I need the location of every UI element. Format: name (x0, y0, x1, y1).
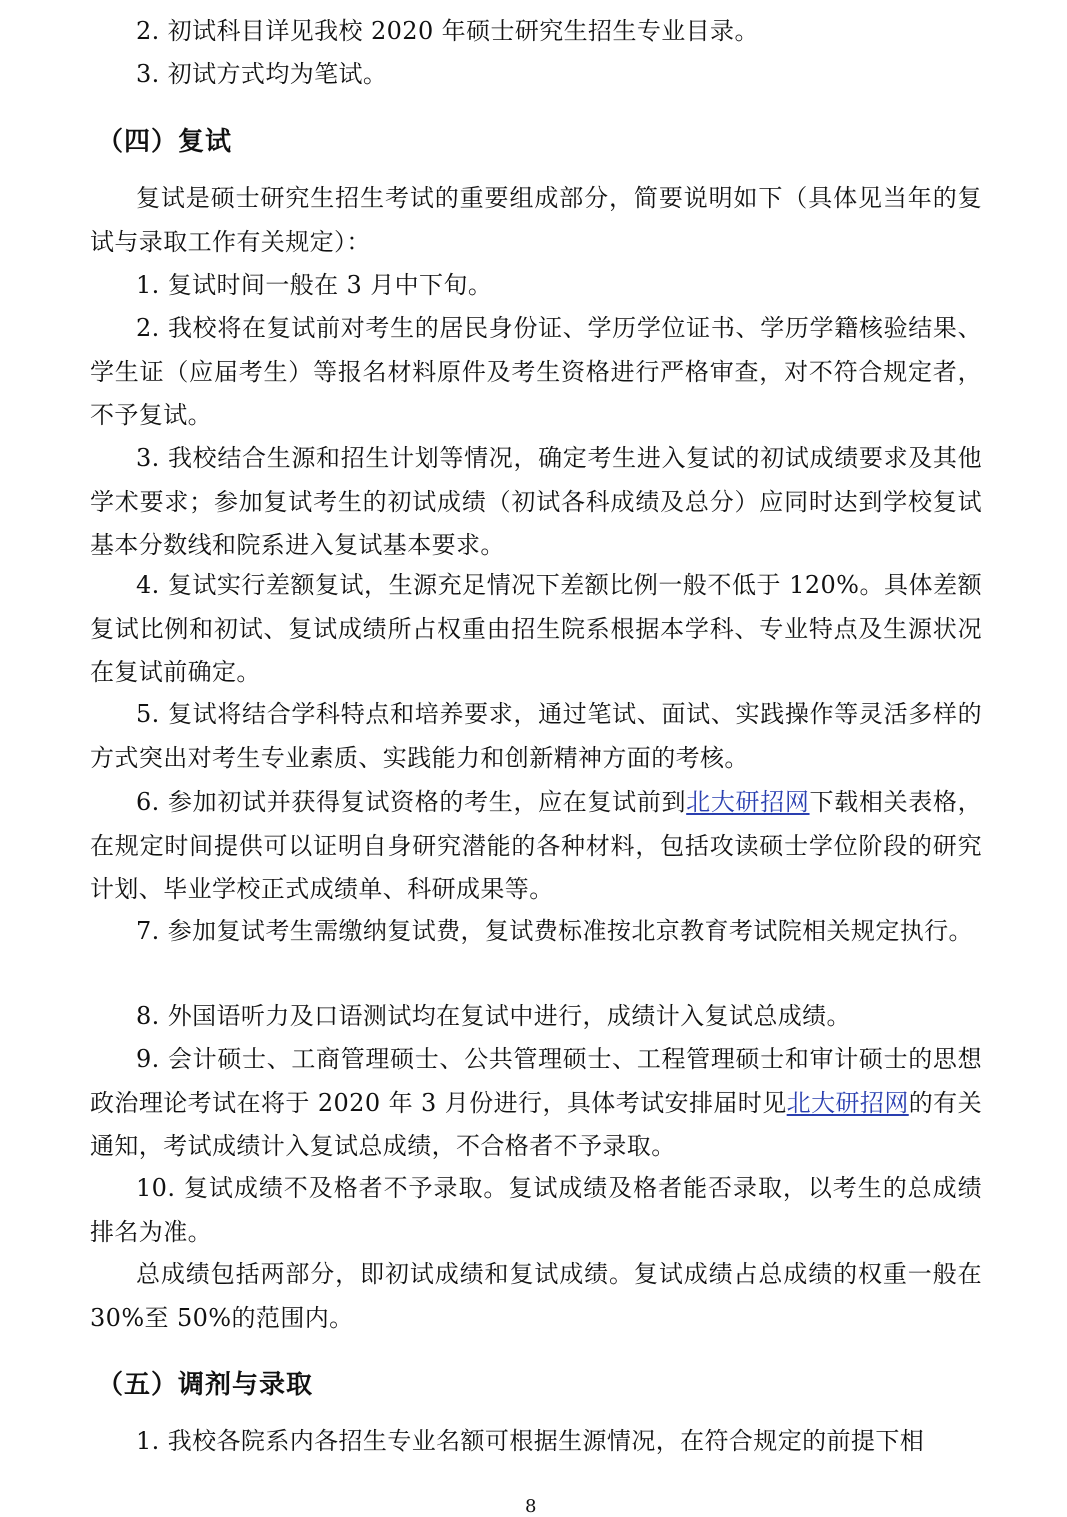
admission-item-1: 1. 我校各院系内各招生专业名额可根据生源情况，在符合规定的前提下相 (136, 1427, 925, 1455)
retest-item-7: 7. 参加复试考生需缴纳复试费，复试费标准按北京教育考试院相关规定执行。 (136, 917, 973, 945)
intro-item-3: 3. 初试方式均为笔试。 (136, 60, 388, 88)
retest-item-3: 3. 我校结合生源和招生计划等情况，确定考生进入复试的初试成绩要求及其他学术要求；参加复试考生的初试成绩（初试各科成绩及总分）应同时达到学校复试基本分数线和院系进入复试基本要求。 (90, 444, 982, 559)
retest-item-4: 4. 复试实行差额复试，生源充足情况下差额比例一般不低于 120%。具体差额复试比例和初试、复试成绩所占权重由招生院系根据本学科、专业特点及生源状况在复试前确定。 (90, 571, 982, 686)
retest-item-10: 10. 复试成绩不及格者不予录取。复试成绩及格者能否录取，以考生的总成绩排名为准。 (90, 1174, 982, 1246)
pku-admission-link-2[interactable]: 北大研招网 (786, 1088, 909, 1117)
retest-summary: 总成绩包括两部分，即初试成绩和复试成绩。复试成绩占总成绩的权重一般在 30%至 50%的范围内。 (90, 1260, 982, 1332)
intro-item-2: 2. 初试科目详见我校 2020 年硕士研究生招生专业目录。 (136, 17, 759, 45)
retest-item-8: 8. 外国语听力及口语测试均在复试中进行，成绩计入复试总成绩。 (136, 1002, 851, 1030)
retest-item-1: 1. 复试时间一般在 3 月中下旬。 (136, 271, 493, 299)
pku-admission-link[interactable]: 北大研招网 (686, 788, 810, 816)
section-heading-retest: （四）复试 (97, 127, 233, 157)
retest-item-9-text-start: 9. 会计硕士、工商管理硕士、公共管理硕士、工程管理硕士和审计硕士的思想政治理论考试在将于 2020 年 3 月份进行，具体考试安排届时见 (90, 1045, 982, 1117)
retest-item-9 (90, 1038, 982, 1169)
retest-item-6-text-end: 下载相关表格，在规定时间提供可以证明自身研究潜能的各种材料，包括攻读硕士学位阶段的研究计划、毕业学校正式成绩单、科研成果等。 (90, 788, 982, 903)
retest-item-5: 5. 复试将结合学科特点和培养要求，通过笔试、面试、实践操作等灵活多样的方式突出对考生专业素质、实践能力和创新精神方面的考核。 (90, 700, 982, 772)
page-number: 8 (525, 1496, 537, 1517)
retest-item-9-text-end: 的有关通知，考试成绩计入复试总成绩，不合格者不予录取。 (90, 1088, 983, 1160)
retest-item-6 (90, 781, 982, 912)
retest-item-2: 2. 我校将在复试前对考生的居民身份证、学历学位证书、学历学籍核验结果、学生证（应届考生）等报名材料原件及考生资格进行严格审查，对不符合规定者，不予复试。 (90, 314, 982, 429)
section-heading-admission: （五）调剂与录取 (97, 1370, 314, 1400)
retest-item-6-text-start: 6. 参加初试并获得复试资格的考生，应在复试前到 (136, 788, 687, 816)
retest-intro: 复试是硕士研究生招生考试的重要组成部分，简要说明如下（具体见当年的复试与录取工作有关规定）： (90, 184, 982, 256)
